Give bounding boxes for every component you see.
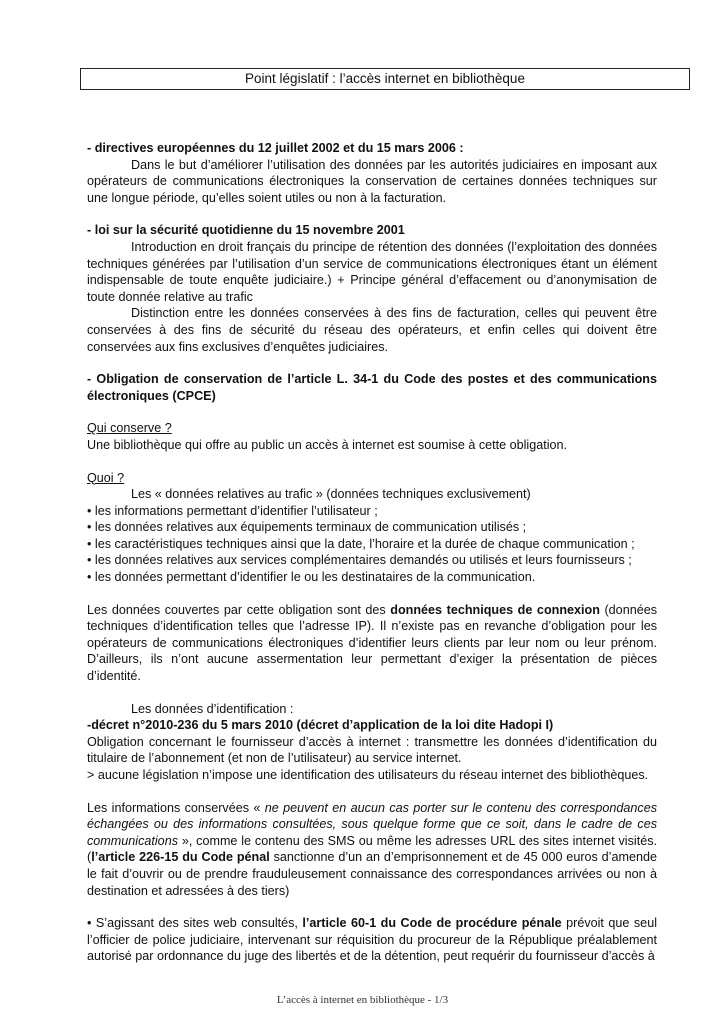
page-title: Point législatif : l’accès internet en bibliothèque	[80, 68, 690, 90]
paragraph: Obligation concernant le fournisseur d’accès à internet : transmettre les données d’identification du titulaire de l’abonnement (et non de l’utilisateur) au service internet.	[87, 734, 657, 766]
paragraph: • S’agissant des sites web consultés, l’article 60-1 du Code de procédure pénale prévoit que seul l’officier de police judiciaire, intervenant sur réquisition du procureur de la République préalablement autorisé par ordonnance du juge des libertés et de la détention, peut requérir du fournisseur d’accès à	[87, 916, 657, 964]
paragraph: Les données d’identification :	[131, 701, 294, 716]
paragraph: Dans le but d’améliorer l’utilisation des données par les autorités judiciaires en imposant aux opérateurs de communications électroniques la conservation de certaines données techniques sur une longue période, qu’elles soient utiles ou non à la facturation.	[87, 157, 657, 205]
paragraph: Distinction entre les données conservées à des fins de facturation, celles qui peuvent être conservées à des fins de sécurité du réseau des opérateurs, et enfin celles qui doivent être conservées aux fins exclusives d’enquêtes judiciaires.	[87, 306, 657, 354]
paragraph: Les « données relatives au trafic » (données techniques exclusivement)	[131, 487, 531, 502]
page-footer: L’accès à internet en bibliothèque - 1/3	[276, 994, 449, 1006]
list-item: • les données relatives aux équipements terminaux de communication utilisés ;	[87, 520, 527, 535]
paragraph: Introduction en droit français du principe de rétention des données (l’exploitation des données techniques générées par l’utilisation d’un service de communications électroniques étant un élément indispensable de toute enquête judiciaire.) + Principe général d’effacement ou d’anonymisation de toute donnée relative au trafic	[87, 239, 657, 304]
section-heading-directives: - directives européennes du 12 juillet 2002 et du 15 mars 2006 :	[87, 141, 464, 155]
subheading-quoi: Quoi ?	[87, 470, 125, 485]
list-item: • les données permettant d’identifier le ou les destinataires de la communication.	[87, 570, 536, 585]
list-item: • les caractéristiques techniques ainsi que la date, l’horaire et la durée de chaque communication ;	[87, 536, 635, 551]
list-item: • les informations permettant d’identifier l’utilisateur ;	[87, 503, 378, 518]
paragraph: Les informations conservées « ne peuvent en aucun cas porter sur le contenu des correspondances échangées ou des informations consultées, sous quelque forme que ce soit, dans le cadre de ces communications », comme le contenu des SMS ou même les adresses URL des sites internet visités. (l’article 226-15 du Code pénal sanctionne d’un an d’emprisonnement et de 45 000 euros d’amende le fait d’ouvrir ou de prendre frauduleusement connaissance des correspondances arrivées ou non à destination et adressées à des tiers)	[87, 800, 657, 898]
document-body	[87, 140, 657, 965]
section-heading-loi-securite: - loi sur la sécurité quotidienne du 15 novembre 2001	[87, 223, 405, 238]
subheading-qui: Qui conserve ?	[87, 421, 172, 436]
paragraph: > aucune législation n’impose une identification des utilisateurs du réseau internet des bibliothèques.	[87, 768, 649, 782]
paragraph: Une bibliothèque qui offre au public un accès à internet est soumise à cette obligation.	[87, 437, 568, 452]
list-item: • les données relatives aux services complémentaires demandés ou utilisés et leurs fournisseurs ;	[87, 553, 632, 568]
paragraph: Les données couvertes par cette obligation sont des données techniques de connexion (données techniques d’identification telles que l’adresse IP). Il n’existe pas en revanche d’obligation pour les opérateurs de communications électroniques d’identifier leurs clients par leur nom ou leur prénom. D’ailleurs, ils n’ont aucune assermentation leur permettant d’exiger la présentation de pièces d’identité.	[87, 602, 658, 684]
decret-heading: -décret n°2010-236 du 5 mars 2010 (décret d’application de la loi dite Hadopi I)	[87, 718, 554, 733]
section-heading-obligation: - Obligation de conservation de l’article L. 34-1 du Code des postes et des communications électroniques (CPCE)	[87, 372, 657, 403]
